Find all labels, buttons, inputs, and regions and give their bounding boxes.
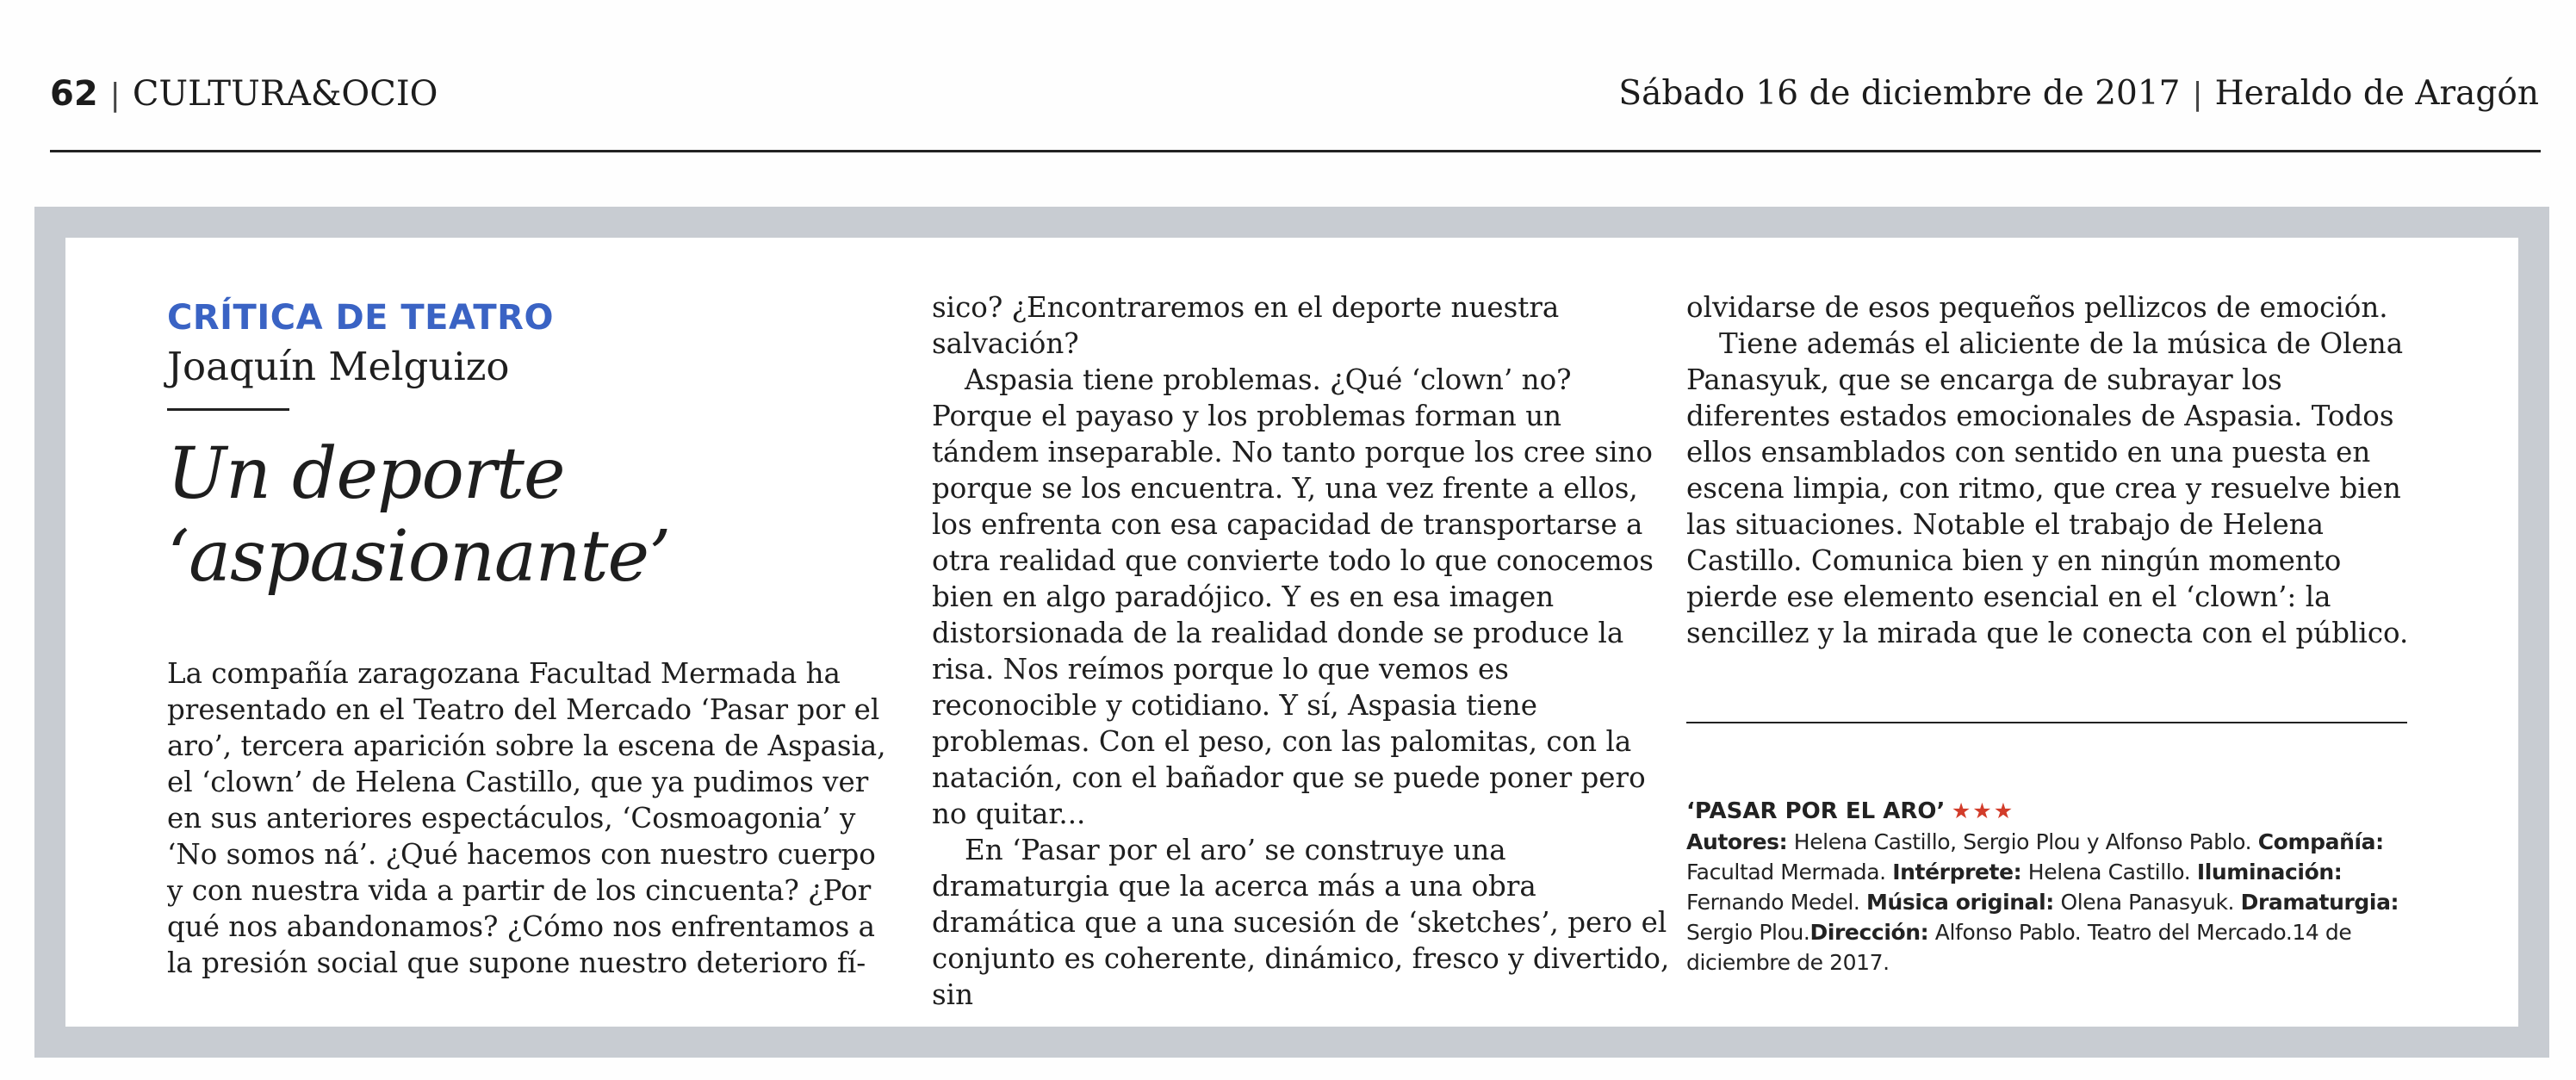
rating-stars-icon: ★★★ xyxy=(1951,798,2015,823)
article-kicker: CRÍTICA DE TEATRO xyxy=(167,298,554,338)
header-separator-right: | xyxy=(2192,77,2203,112)
article-paragraph: En ‘Pasar por el aro’ se construye una dramaturgia que la acerca más a una obra dramática que a una sucesión de ‘sketches’, pero el conjunto es coherente, dinámico, fresco y divertido, sin xyxy=(932,834,1670,1011)
credits-box xyxy=(1686,796,2418,978)
article-column-3 xyxy=(1686,289,2418,978)
article-paragraph: La compañía zaragozana Facultad Mermada ha presentado en el Teatro del Mercado ‘Pasar por el aro’, tercera aparición sobre la escena de Aspasia, el ‘clown’ de Helena Castillo, que ya pudimos ver en sus anteriores espectáculos, ‘Cosmoagonia’ y ‘No somos ná’. ¿Qué hacemos con nuestro cuerpo y con nuestra vida a partir de los cincuenta? ¿Por qué nos abandonamos? ¿Cómo nos enfrentamos a la presión social que supone nuestro deterioro fí- xyxy=(167,657,886,979)
article-headline xyxy=(167,433,895,599)
credit-label-direction: Dirección: xyxy=(1809,920,1929,945)
credit-dramaturgy: Sergio Plou. xyxy=(1686,920,1810,945)
issue-date: Sábado 16 de diciembre de 2017 xyxy=(1618,74,2181,113)
header-right xyxy=(1618,74,2539,113)
header-left xyxy=(50,74,438,114)
credit-label-authors: Autores: xyxy=(1686,829,1788,854)
credits-divider xyxy=(1686,722,2407,723)
article-author: Joaquín Melguizo xyxy=(167,344,510,389)
article-frame xyxy=(34,207,2549,1058)
headline-line-1: Un deporte xyxy=(167,433,565,515)
article-paragraph: sico? ¿Encontraremos en el deporte nuestra salvación? xyxy=(932,291,1560,360)
article-body-col1 xyxy=(167,655,895,981)
newspaper-name: Heraldo de Aragón xyxy=(2214,74,2539,113)
credit-company: Facultad Mermada. xyxy=(1686,860,1893,884)
credit-label-dramaturgy: Dramaturgia: xyxy=(2240,890,2399,915)
credit-direction: Alfonso Pablo. Teatro del Mercado.14 de diciembre de 2017. xyxy=(1686,920,2352,975)
article-column-2 xyxy=(932,289,1673,1013)
page-number: 62 xyxy=(50,74,98,114)
section-name: CULTURA&OCIO xyxy=(132,74,438,114)
headline-line-2: ‘aspasionante’ xyxy=(167,516,671,598)
credit-performer: Helena Castillo. xyxy=(2021,860,2197,884)
credit-authors: Helena Castillo, Sergio Plou y Alfonso Pablo. xyxy=(1787,829,2258,854)
header-rule xyxy=(50,150,2541,152)
article-panel xyxy=(65,238,2518,1027)
article-paragraph: olvidarse de esos pequeños pellizcos de emoción. xyxy=(1686,291,2388,324)
credits-title: ‘PASAR POR EL ARO’ xyxy=(1686,798,1946,824)
byline-rule xyxy=(167,408,289,411)
credit-lighting: Fernando Medel. xyxy=(1686,890,1866,915)
credit-label-performer: Intérprete: xyxy=(1892,860,2022,884)
credit-music: Olena Panasyuk. xyxy=(2053,890,2241,915)
credit-label-company: Compañía: xyxy=(2257,829,2384,854)
article-paragraph: Tiene además el aliciente de la música de Olena Panasyuk, que se encarga de subrayar los diferentes estados emocionales de Aspasia. Todos ellos ensamblados con sentido en una puesta en escena limpia, con ritmo, que crea y resuelve bien las situaciones. Notable el trabajo de Helena Castillo. Comunica bien y en ningún momento pierde ese elemento esencial en el ‘clown’: la sencillez y la mirada que le conecta con el público. xyxy=(1686,327,2409,649)
credit-label-music: Música original: xyxy=(1866,890,2054,915)
page-header xyxy=(50,67,2539,119)
header-separator: | xyxy=(109,78,121,113)
article-column-1 xyxy=(167,298,895,981)
credit-label-lighting: Iluminación: xyxy=(2196,860,2343,884)
article-paragraph: Aspasia tiene problemas. ¿Qué ‘clown’ no? Porque el payaso y los problemas forman un tándem inseparable. No tanto porque los cree sino porque se los encuentra. Y, una vez frente a ellos, los enfrenta con esa capacidad de transportarse a otra realidad que convierte todo lo que conocemos bien en algo paradójico. Y es en esa imagen distorsionada de la realidad donde se produce la risa. Nos reímos porque lo que vemos es reconocible y cotidiano. Y sí, Aspasia tiene problemas. Con el peso, con las palomitas, con la natación, con el bañador que se puede poner pero no quitar... xyxy=(932,363,1654,830)
